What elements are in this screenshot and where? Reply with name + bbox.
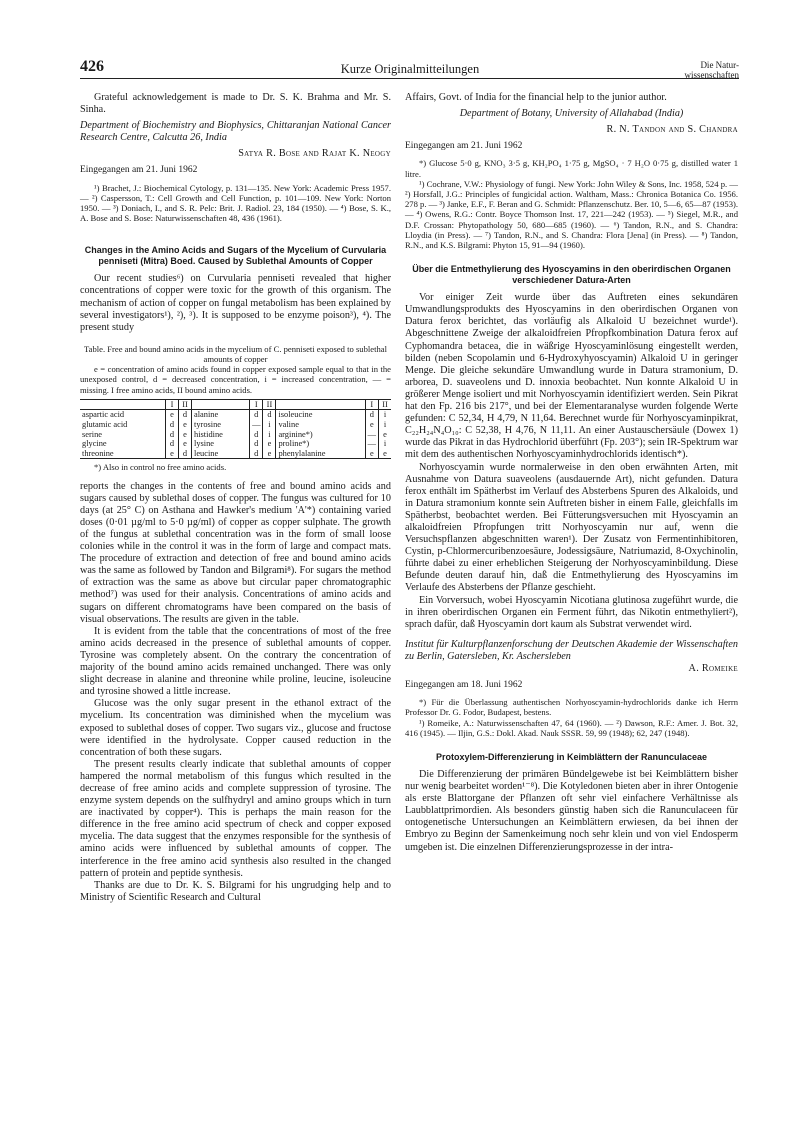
thanks-paragraph: Thanks are due to Dr. K. S. Bilgrami for his ungrudging help and to Ministry of Scientific Research and Cultural <box>80 879 391 903</box>
value-free: e <box>365 449 378 459</box>
acid-name: glutamic acid <box>82 420 128 430</box>
methods-paragraph: reports the changes in the contents of free and bound amino acids and sugars caused by sublethal doses of copper. The fungus was cultured for 10 days (at 25° C) on Asthana and Hawker's medium 'A'*) containing varied doses (0·01 µg/ml to 5·0 µg/ml) of copper as copper sulphate. The growth of the fungus at sublethal concentration was in the form of small loose colonies while in the control it was in the form of large and compact mats. The procedure of extraction and detection of free and bound amino acids was the same as followed by Tandon and Bilgrami⁸). For sugars the method of extraction was the same as above but circular paper chromatographic method⁷) was used for their analysis. Concentrations of amino acids and sugars on different chromatograms have been compared on the basis of visual observations. The results are given in the table. <box>80 480 391 625</box>
acid-name: arginine*) <box>276 430 365 440</box>
value-free: — <box>365 439 378 449</box>
table-row <box>80 420 391 430</box>
value-free: d <box>250 449 263 459</box>
value-bound: i <box>379 420 392 430</box>
acid-name: valine <box>276 420 365 430</box>
value-bound: e <box>263 439 276 449</box>
acid-name: threonine <box>82 448 114 458</box>
value-bound: e <box>379 430 392 440</box>
value-bound: d <box>179 449 192 459</box>
table-row <box>80 439 391 449</box>
left-column <box>80 92 391 904</box>
col-I: I <box>365 399 378 410</box>
authors: Satya R. Bose and Rajat K. Neogy <box>238 148 391 160</box>
medium-footnote: *) Glucose 5·0 g, KNO₃ 3·5 g, KH₂PO₄ 1·75 g, MgSO₄ · 7 H₂O 0·75 g, distilled water 1 litre. <box>405 158 738 179</box>
journal-name-line2: wissenschaften <box>684 70 739 80</box>
article-title: Protoxylem-Differenzierung in Keimblättern der Ranunculaceae <box>435 752 708 763</box>
acid-name: phenylalanine <box>276 449 365 459</box>
value-free: e <box>166 449 179 459</box>
acid-name: lysine <box>192 439 250 449</box>
value-free: d <box>166 420 179 430</box>
table-legend: e = concentration of amino acids found in copper exposed sample equal to that in the unexposed control, d = decreased concentration, i = increased concentration, — = missing. I free amino acids, II bound amino acids. <box>80 364 391 395</box>
discussion-paragraph: The present results clearly indicate that sublethal amounts of copper hampered the normal metabolism of this fungus which resulted in the decrease of free amino acids and complete suppression of tyrosine. The enzyme system depends on the sulfhydryl and amino groups which in turn are inactivated by copper⁴). This is perhaps the main reason for the difference in the free amino acid spectrum of check and copper exposed mycelia. The data suggest that the enzymes responsible for the synthesis of amino acids were influenced by sublethal amounts of copper. The interference in the free amino acid synthesis also resulted in the changed pattern of protein and peptide synthesis. <box>80 758 391 879</box>
value-free: d <box>166 430 179 440</box>
value-bound: e <box>379 449 392 459</box>
acid-name: serine <box>82 429 102 439</box>
value-bound: i <box>379 439 392 449</box>
value-free: d <box>250 410 263 420</box>
value-bound: e <box>263 449 276 459</box>
value-free: d <box>365 410 378 420</box>
value-bound: d <box>263 410 276 420</box>
value-bound: e <box>179 439 192 449</box>
col-I: I <box>250 399 263 410</box>
paragraph-norhyoscyamin: Norhyoscyamin wurde normalerweise in den oben erwähnten Arten, mit Ausnahme von Datura suaveolens (ausdauernde Art), nicht gefunden. Datura ferox enthält im Spätherbst im Verlauf des Absterbens Spuren des Alkaloids, und in Datura stramonium konnte sein Auftreten bisher in einem Falle, gleichfalls im Spätherbst, beobachtet werden. Bei Fütterungsversuchen mit Hyoscyamin an alkaloidfreien Pfropfungen tritt Norhyoscyamin nur auf, wenn die Versuchspflanzen abgeschnitten waren¹). Der Zusatz von Fermentinhibitoren, Cystin, p-Chlormercuribenzoesäure, Jodessigsäure, Natriumazid, 8-Oxychinolin, führte dabei zu einer erheblichen Steigerung der Norhyoscyaminbildung. Diese Befunde deuten darauf hin, daß die Entmethylierung des Hyoscyamins im Verlaufe des Absterbens der Pflanze geschieht. <box>405 461 738 594</box>
table-footnote: *) Also in control no free amino acids. <box>94 462 227 473</box>
table-row <box>80 410 391 420</box>
value-bound: e <box>179 430 192 440</box>
col-II: II <box>263 399 276 410</box>
footnote: *) Für die Überlassung authentischen Norhyoscyamin-hydrochlorids danke ich Herrn Professor Dr. G. Fodor, Budapest, bestens. <box>405 697 738 718</box>
value-bound: i <box>263 420 276 430</box>
affiliation: Institut für Kulturpflanzenforschung der Deutschen Akademie der Wissenschaften zu Berlin, Gatersleben, Kr. Aschersleben <box>405 638 738 662</box>
amino-acid-table <box>80 399 391 460</box>
results-paragraph: It is evident from the table that the concentrations of most of the free amino acids decreased in the presence of sublethal amounts of copper. Tyrosine was completely absent. On the contrary the concentration of majority of the bound amino acids remained unchanged. There was only slight decrease in alanine and threonine while proline, leucine, isoleucine and tyrosine showed a little increase. <box>80 625 391 698</box>
affiliation: Department of Botany, University of Allahabad (India) <box>459 108 684 120</box>
value-free: d <box>250 430 263 440</box>
table-row <box>80 449 391 459</box>
table-row <box>80 430 391 440</box>
col-II: II <box>379 399 392 410</box>
affiliation: Department of Biochemistry and Biophysics, Chittaranjan National Cancer Research Centre, Calcutta 26, India <box>80 120 391 144</box>
value-free: — <box>250 420 263 430</box>
journal-name <box>685 60 739 80</box>
journal-section: Kurze Originalmitteilungen <box>340 62 480 76</box>
paragraph-vor: Vor einiger Zeit wurde über das Auftreten eines sekundären Umwandlungsprodukts des Hyoscyamins in den oberirdischen Organen von Datura ferox berichtet, das vorläufig als Alkaloid U bezeichnet wurde¹). Abgeschnittene Zweige der alkaloidfreien Pfropfkombination Datura ferox auf Cyphomandra betacea, die in wäßrige Hyoscyaminlösung eingestellt werden, bilden (neben Scopolamin und 6-Hydroxyhyoscyamin) Alkaloid U in geringer Menge. Die gleiche sekundäre Umwandlung wurde in Datura stramonium, D. arborea, D. suaveolens und D. innoxia beobachtet. Nun konnte Alkaloid U in größerer Menge isoliert und mit Norhyoscyamin identifiziert werden. Sein Pikrat hat den Fp. 216 bis 217°, und bei der Elementaranalyse wurden folgende Werte gefunden: C 52,34, H 4,79, N 11,64. Berechnet wurde für Norhyoscyaminpikrat, C₂₂H₂₄N₄O₁₀: C 52,38, H 4,76, N 11,11. An einer Austauschersäule (Dowex 1) wurde das Pikrat in das Hydrochlorid überführt (Fp. 203°); sein IR-Spektrum war mit dem des authentischen Norhyoscyaminhydrochlorids identisch*). <box>405 292 738 461</box>
table-header-row <box>80 399 391 410</box>
acid-name: leucine <box>192 449 250 459</box>
acknowledgement-paragraph: Grateful acknowledgement is made to Dr. S. K. Brahma and Mr. S. Sinha. <box>80 92 391 116</box>
value-free: d <box>250 439 263 449</box>
references: ¹) Romeike, A.: Naturwissenschaften 47, 64 (1960). — ²) Dawson, R.F.: Amer. J. Bot. 32, 416 (1945). — Iljin, G.S.: Dokl. Akad. Nauk SSSR. 59, 99 (1948); 62, 247 (1948). <box>405 717 738 738</box>
received-date: Eingegangen am 21. Juni 1962 <box>80 165 198 176</box>
value-bound: e <box>179 420 192 430</box>
page-number: 426 <box>80 58 104 75</box>
received-date: Eingegangen am 21. Juni 1962 <box>405 141 523 152</box>
acid-name: alanine <box>192 410 250 420</box>
value-bound: i <box>263 430 276 440</box>
col-I: I <box>166 399 179 410</box>
received-date: Eingegangen am 18. Juni 1962 <box>405 680 523 691</box>
right-column <box>405 92 738 854</box>
journal-name-line1: Die Natur- <box>700 60 739 70</box>
paragraph-differenzierung: Die Differenzierung der primären Bündelgewebe ist bei Keimblättern bisher nur wenig bearbeitet worden¹⁻⁸). Die Kotyledonen bieten aber in ihrer Ontogenie als erste Blattorgane der Pflanzen oft sehr viel einfachere Verhältnisse als Laubblattprimordien. Als besonders günstig haben sich die Ranunculaceen für ontogenetische Untersuchungen an Keimblättern erwiesen, da bei ihnen der Embryo zu Beginn der Samenkeimung noch sehr klein und von viel Endosperm umgeben ist. Die einzelnen Differenzierungsprozesse in der intra- <box>405 769 738 853</box>
references: ¹) Brachet, J.: Biochemical Cytology, p. 131—135. New York: Academic Press 1957. — ²) Caspersson, T.: Cell Growth and Cell Function, p. 101—109. New York: Norton 1950. — ³) Doniach, I., and S. R. Pelc: Brit. J. Radiol. 23, 184 (1950). — ⁴) Bose, S. K., A. Bose and S. Bose: Naturwissenschaften 48, 436 (1961). <box>80 182 391 224</box>
value-free: — <box>365 430 378 440</box>
acid-name: isoleucine <box>276 410 365 420</box>
value-bound: d <box>179 410 192 420</box>
article-title: Über die Entmethylierung des Hyoscyamins in den oberirdischen Organen verschiedener Datura-Arten <box>412 264 731 286</box>
glucose-paragraph: Glucose was the only sugar present in the ethanol extract of the mycelium. Its concentration was diminished when the mycelium was exposed to sublethal doses of copper. Two sugars viz., glucose and fructose were identified in the hydrolysate. Copper caused reduction in the concentration of both these sugars. <box>80 698 391 758</box>
table-caption: Table. Free and bound amino acids in the mycelium of C. penniseti exposed to sublethal amounts of copper <box>84 343 387 365</box>
value-bound: i <box>379 410 392 420</box>
authors: R. N. Tandon and S. Chandra <box>606 124 738 136</box>
references: ¹) Cochrane, V.W.: Physiology of fungi. New York: John Wiley & Sons, Inc. 1958, 524 p. — ²) Horsfall, J.G.: Principles of fungicidal action. Waltham, Mass.: Chronica Botanica Co. 1956. 278 p. — ³) Janke, E.F., F. Beran and G. Schmidt: Pflanzenschutz. Ber. 10, 5—6, 65—87 (1953). — ⁴) Owens, R.G.: Contr. Boyce Thomson Inst. 17, 221—242 (1953). — ⁵) Siegel, M.R., and D.F. Crossan: Phytopathology 50, 680—685 (1960). — ⁶) Tandon, R.N., and S. Chandra: Lloydia (in Press). — ⁷) Tandon, R.N., and S. Chandra: Flora [Jena] (in Press). — ⁸) Tandon, R.N., and K.S. Bilgrami: Phyton 15, 91—94 (1960). <box>405 178 738 250</box>
col-II: II <box>179 399 192 410</box>
paragraph-vorversuch: Ein Vorversuch, wobei Hyoscyamin Nicotiana glutinosa zugeführt wurde, die in ihren oberirdischen Organen ein Ferment führt, das Nikotin entmethyliert²), sprach dafür, daß Hyoscyamin dort kaum als Substrat verwendet wird. <box>405 594 738 630</box>
acid-name: tyrosine <box>192 420 250 430</box>
acid-name: aspartic acid <box>82 410 125 420</box>
intro-paragraph: Our recent studies⁶) on Curvularia penniseti revealed that higher concentrations of copper were toxic for the growth of this organism. The mechanism of action of copper on fungal metabolism has been explained by several investigators¹), ²), ³). It is supposed to be enzyme poison³), ⁴). The present study <box>80 273 391 333</box>
value-free: e <box>166 410 179 420</box>
acid-name: glycine <box>82 439 107 449</box>
affairs-paragraph: Affairs, Govt. of India for the financial help to the junior author. <box>405 92 667 103</box>
value-free: d <box>166 439 179 449</box>
acid-name: histidine <box>192 430 250 440</box>
author: A. Romeike <box>688 663 738 675</box>
acid-name: proline*) <box>276 439 365 449</box>
value-free: e <box>365 420 378 430</box>
article-title: Changes in the Amino Acids and Sugars of the Mycelium of Curvularia penniseti (Mitra) Boed. Caused by Sublethal Amounts of Copper <box>84 245 387 267</box>
header-rule <box>80 78 739 79</box>
